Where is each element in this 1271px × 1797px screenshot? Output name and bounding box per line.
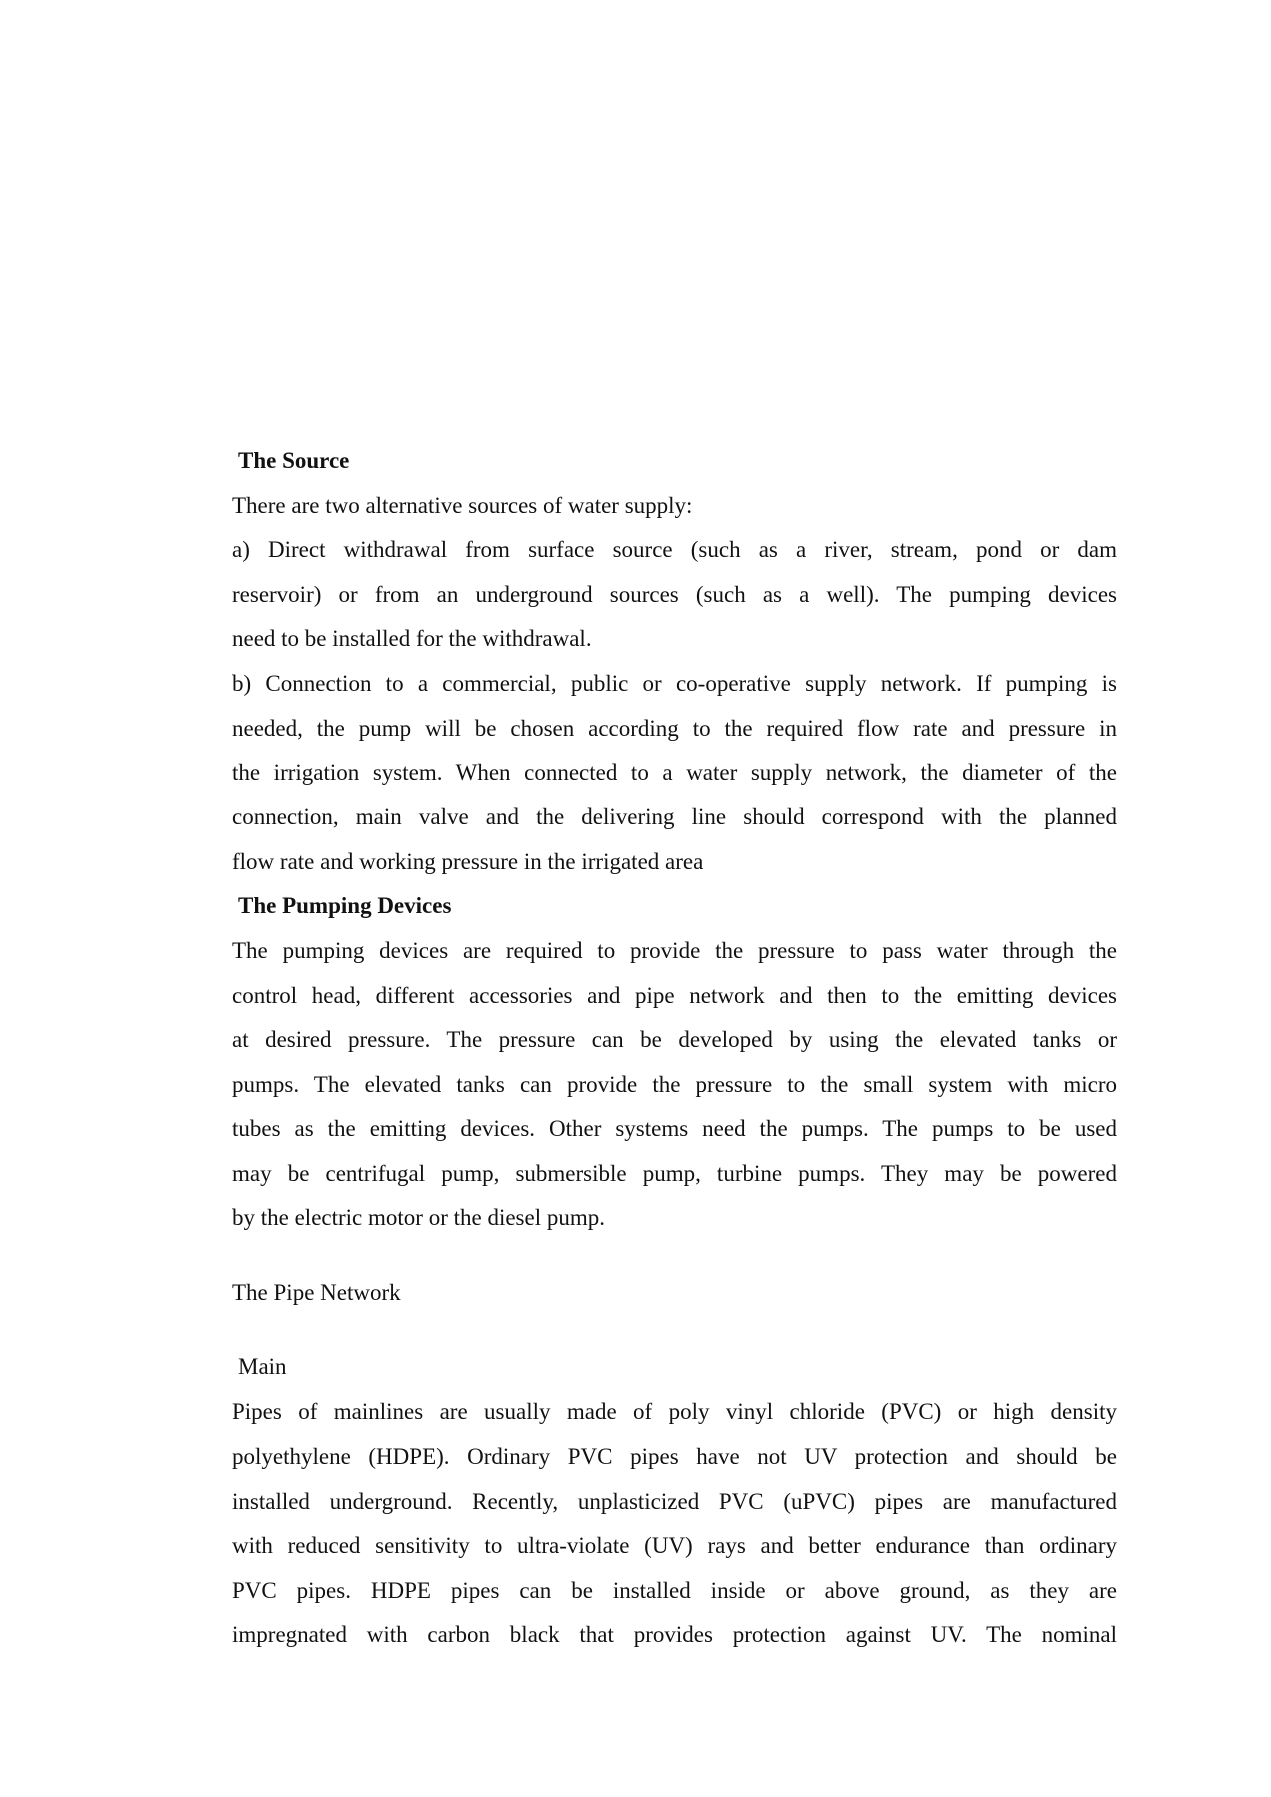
paragraph-line: installed underground. Recently, unplasticized PVC (uPVC) pipes are manufactured [232, 1489, 1117, 1514]
paragraph-line: a) Direct withdrawal from surface source (such as a river, stream, pond or dam [232, 537, 1117, 562]
paragraph-line: The pumping devices are required to provide the pressure to pass water through the [232, 938, 1117, 963]
paragraph-line: may be centrifugal pump, submersible pump, turbine pumps. They may be powered [232, 1161, 1117, 1186]
paragraph-line: PVC pipes. HDPE pipes can be installed inside or above ground, as they are [232, 1578, 1117, 1603]
paragraph-line: connection, main valve and the delivering line should correspond with the planned [232, 804, 1117, 829]
paragraph-line: tubes as the emitting devices. Other systems need the pumps. The pumps to be used [232, 1116, 1117, 1141]
paragraph-line: reservoir) or from an underground sources (such as a well). The pumping devices [232, 582, 1117, 607]
paragraph-line: needed, the pump will be chosen according to the required flow rate and pressure in [232, 716, 1117, 741]
subsection-heading-main: Main [238, 1354, 287, 1379]
paragraph-line: polyethylene (HDPE). Ordinary PVC pipes have not UV protection and should be [232, 1444, 1117, 1469]
paragraph-line: Pipes of mainlines are usually made of poly vinyl chloride (PVC) or high density [232, 1399, 1117, 1424]
paragraph-line: pumps. The elevated tanks can provide the pressure to the small system with micro [232, 1072, 1117, 1097]
paragraph-line: with reduced sensitivity to ultra-violate (UV) rays and better endurance than ordinary [232, 1533, 1117, 1558]
paragraph-line: need to be installed for the withdrawal. [232, 626, 592, 651]
paragraph-line: b) Connection to a commercial, public or co-operative supply network. If pumping is [232, 671, 1117, 696]
paragraph-line: There are two alternative sources of water supply: [232, 493, 693, 518]
paragraph-line: flow rate and working pressure in the irrigated area [232, 849, 704, 874]
paragraph-line: by the electric motor or the diesel pump. [232, 1205, 605, 1230]
paragraph-line: control head, different accessories and pipe network and then to the emitting devices [232, 983, 1117, 1008]
paragraph-line: at desired pressure. The pressure can be developed by using the elevated tanks or [232, 1027, 1117, 1052]
paragraph-line: the irrigation system. When connected to a water supply network, the diameter of the [232, 760, 1117, 785]
paragraph-line: impregnated with carbon black that provides protection against UV. The nominal [232, 1622, 1117, 1647]
section-heading-pipe-network: The Pipe Network [232, 1280, 401, 1305]
section-heading-pumping-devices: The Pumping Devices [238, 893, 452, 918]
section-heading-the-source: The Source [238, 448, 350, 473]
